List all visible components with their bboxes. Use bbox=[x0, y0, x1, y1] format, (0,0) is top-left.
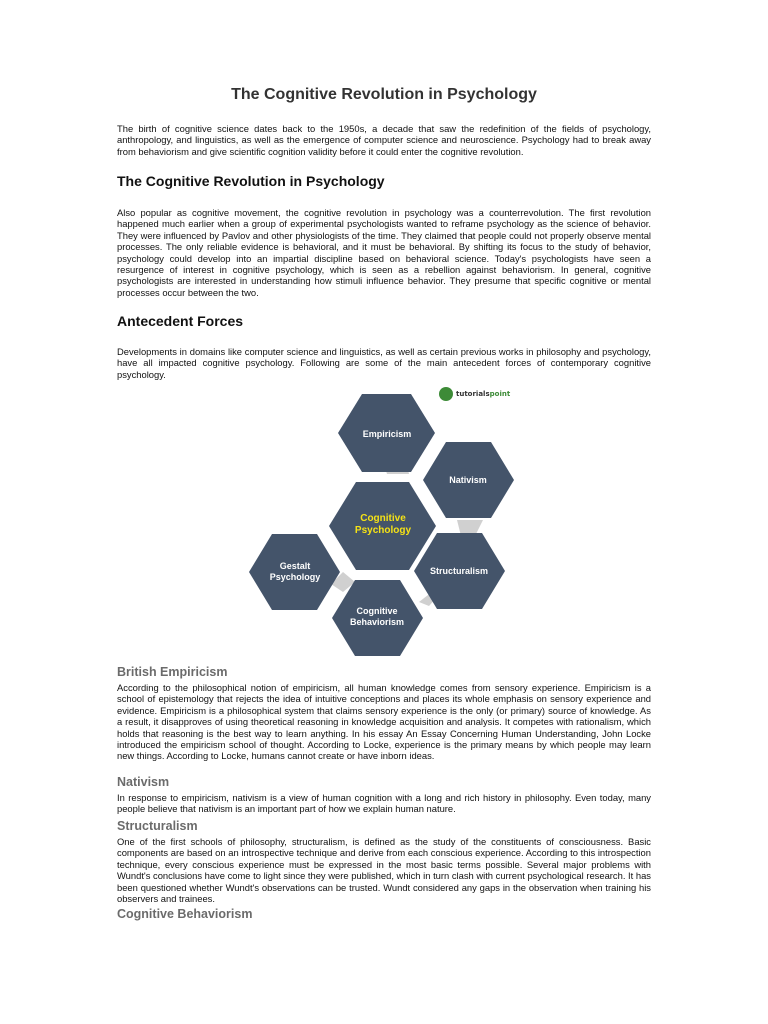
section-heading-cognitive-revolution: The Cognitive Revolution in Psychology bbox=[117, 173, 385, 189]
intro-paragraph: The birth of cognitive science dates back to the 1950s, a decade that saw the redefinition of the fields of psychology, anthropology, and linguistics, as well as the emergence of computer science and neuroscience. Psychology had to break away from behaviorism and give scientific cognition validity before it could enter the cognitive revolution. bbox=[117, 123, 651, 157]
subsection-heading-structuralism: Structuralism bbox=[117, 819, 198, 833]
antecedent-forces-paragraph: Developments in domains like computer science and linguistics, as well as certain previous works in philosophy and psychology, have all impacted cognitive psychology. Following are some of the main antecedent forces of contemporary cognitive psychology. bbox=[117, 346, 651, 380]
subsection-heading-nativism: Nativism bbox=[117, 775, 170, 789]
tutorialspoint-logo-text: tutorialspoint bbox=[456, 390, 511, 398]
section-heading-antecedent-forces: Antecedent Forces bbox=[117, 313, 244, 329]
hexagon-label-nativism: Nativism bbox=[449, 475, 487, 485]
page-title: The Cognitive Revolution in Psychology bbox=[231, 86, 537, 103]
antecedent-forces-diagram bbox=[247, 386, 527, 656]
subsection-heading-british-empiricism: British Empiricism bbox=[117, 665, 228, 679]
structuralism-paragraph: One of the first schools of philosophy, structuralism, is defined as the study of the constituents of consciousness. Basic components are based on an introspective technique and derive from each conscious experience. According to this introspection technique, every conscious experience must be expressed in the most basic terms possible. Several major problems with Wundt's conclusions have come to light since they were published, which in turn clash with current psychological research. It has been questioned whether Wundt's observations can be trusted. Wundt considered any gaps in the observation when training his observers and trainees. bbox=[117, 836, 651, 905]
british-empiricism-paragraph: According to the philosophical notion of empiricism, all human knowledge comes from sensory experience. Empiricism is a school of epistemology that rejects the idea of intuitive conceptions and places its whole emphasis on sensory experience and evidence. Empiricism is a philosophical system that claims sensory experience is the only (or primary) source of knowledge. As a result, it disapproves of using theoretical reasoning in knowledge acquisition and analysis. It competes with rationalism, which holds that reasoning is the best way to learn anything. In his essay An Essay Concerning Human Understanding, John Locke introduced the empiricism school of thought. According to Locke, experience is the primary means by which people may learn new things. According to Locke, humans cannot create or have inborn ideas. bbox=[117, 682, 651, 762]
hexagon-label-cognitive-behaviorism: Cognitive Behaviorism bbox=[349, 606, 405, 627]
hexagon-label-structuralism: Structuralism bbox=[429, 566, 489, 576]
hexagon-label-empiricism: Empiricism bbox=[362, 429, 412, 439]
cognitive-revolution-paragraph: Also popular as cognitive movement, the cognitive revolution in psychology was a counterrevolution. The first revolution happened much earlier when a group of experimental psychologists wanted to reframe psychology as the science of behavior. They were influenced by Pavlov and other physiologists of the time. They claimed that people could not properly observe mental processes. The only reliable evidence is behavioral, and it must be behavioral. By shifting its focus to the study of behavior, psychology could develop into an impartial discipline based on behavioral science. Today's psychologists have seen a resurgence of interest in cognitive psychology, which is seen as a rebellion against behaviorism. In general, cognitive psychologists are interested in understanding how stimuli influence behavior. They presume that specific cognitive or mental processes occur between the two. bbox=[117, 207, 651, 298]
nativism-paragraph: In response to empiricism, nativism is a view of human cognition with a long and rich history in philosophy. Even today, many people believe that nativism is an important part of how we explain human nature. bbox=[117, 792, 651, 815]
hexagon-label-cognitive-psychology: Cognitive Psychology bbox=[354, 513, 412, 536]
subsection-heading-cognitive-behaviorism: Cognitive Behaviorism bbox=[117, 907, 253, 921]
hexagon-label-gestalt-psychology: Gestalt Psychology bbox=[269, 561, 321, 582]
